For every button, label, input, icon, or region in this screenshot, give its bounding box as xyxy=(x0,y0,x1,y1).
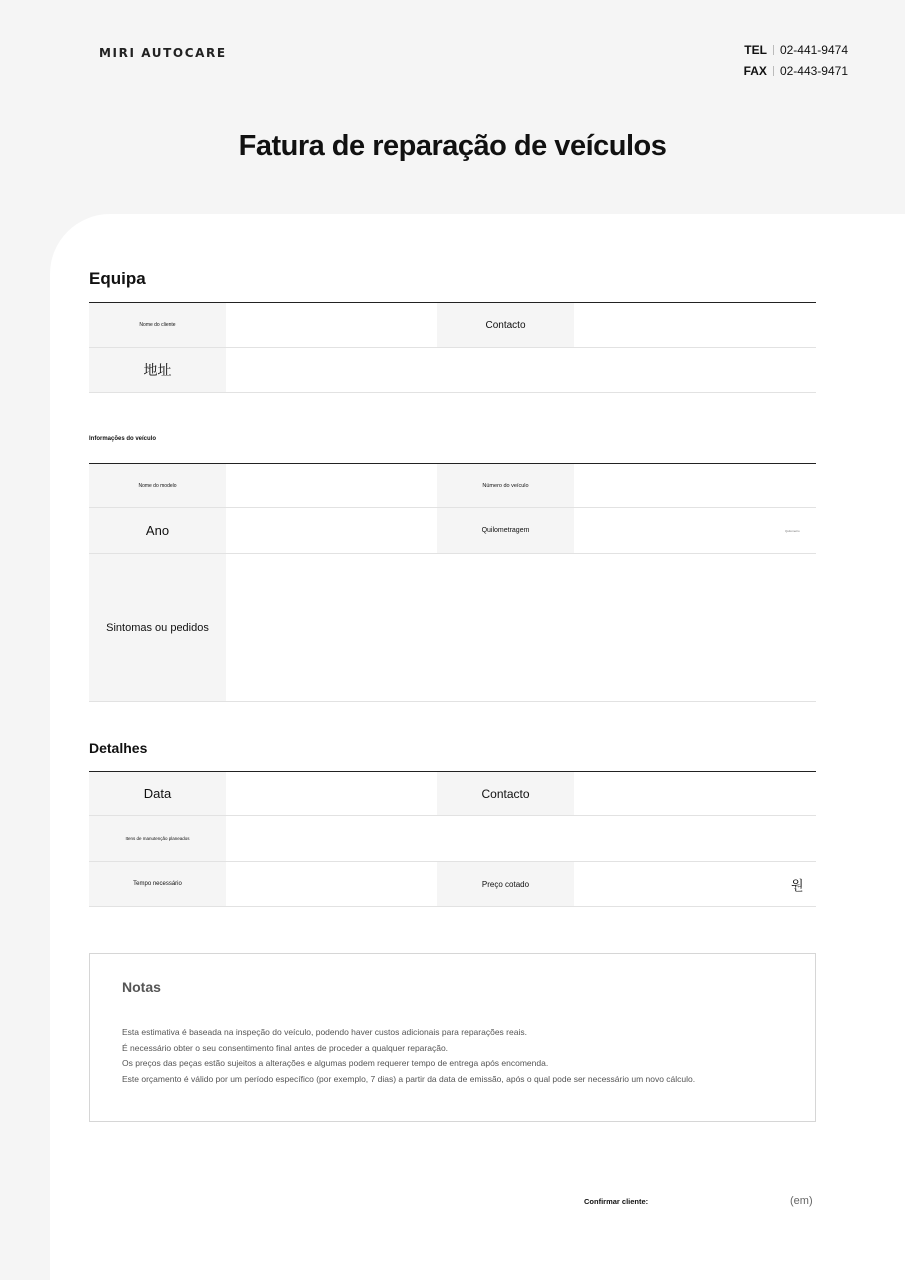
note-line: Esta estimativa é baseada na inspeção do veículo, podendo haver custos adicionais para reparações reais. xyxy=(122,1027,527,1037)
customer-row-2 xyxy=(89,348,816,393)
mileage-label: Quilometragem xyxy=(437,508,574,553)
fax-line xyxy=(744,60,848,81)
address-label: 地址 xyxy=(89,348,226,392)
customer-confirm-unit: (em) xyxy=(790,1195,813,1207)
customer-row-1 xyxy=(89,303,816,348)
divider xyxy=(773,66,774,76)
planned-items-label: Itens de manutenção planeados xyxy=(89,816,226,861)
note-line: É necessário obter o seu consentimento final antes de proceder a qualquer reparação. xyxy=(122,1042,449,1053)
details-section-heading: Detalhes xyxy=(89,740,148,756)
details-row-3 xyxy=(89,862,816,907)
tel-label: TEL xyxy=(744,42,767,57)
customer-confirm-label: Confirmar cliente: xyxy=(584,1197,649,1206)
vehicle-row-2 xyxy=(89,508,816,554)
symptoms-label: Sintomas ou pedidos xyxy=(89,554,226,701)
date-label: Data xyxy=(89,772,226,815)
divider xyxy=(773,45,774,55)
fax-label: FAX xyxy=(743,63,767,78)
vehicle-section-heading: Informações do veículo xyxy=(89,436,157,442)
notes-title: Notas xyxy=(122,979,161,995)
tel-value: 02-441-9474 xyxy=(779,42,848,57)
client-name-label: Nome do cliente xyxy=(89,303,226,347)
model-name-label: Nome do modelo xyxy=(89,464,226,507)
year-label: Ano xyxy=(89,508,226,553)
page-title: Fatura de reparação de veículos xyxy=(238,130,667,162)
fax-value: 02-443-9471 xyxy=(779,63,848,78)
price-unit: 원 xyxy=(791,877,804,893)
details-row-1 xyxy=(89,772,816,816)
note-line: Os preços das peças estão sujeitos a alterações e algumas podem requerer tempo de entrega após encomenda. xyxy=(122,1058,549,1069)
notes-list xyxy=(122,1025,695,1087)
vehicle-row-1 xyxy=(89,464,816,508)
customer-section-heading: Equipa xyxy=(89,269,146,288)
quoted-price-label: Preço cotado xyxy=(437,862,574,906)
details-row-2 xyxy=(89,816,816,862)
tel-line xyxy=(744,39,848,60)
details-contact-label: Contacto xyxy=(437,772,574,815)
time-required-label: Tempo necessário xyxy=(89,862,226,906)
vehicle-number-label: Número do veículo xyxy=(437,464,574,507)
brand-logo: MIRI AUTOCARE xyxy=(99,46,227,60)
contact-label: Contacto xyxy=(437,303,574,347)
contact-info xyxy=(744,39,848,81)
notes-box xyxy=(89,953,816,1122)
note-line: Este orçamento é válido por um período específico (por exemplo, 7 dias) a partir da data de emissão, após o qual pode ser necessário um novo cálculo. xyxy=(122,1073,696,1084)
vehicle-row-3 xyxy=(89,554,816,702)
mileage-unit: Quilometro xyxy=(785,528,800,533)
